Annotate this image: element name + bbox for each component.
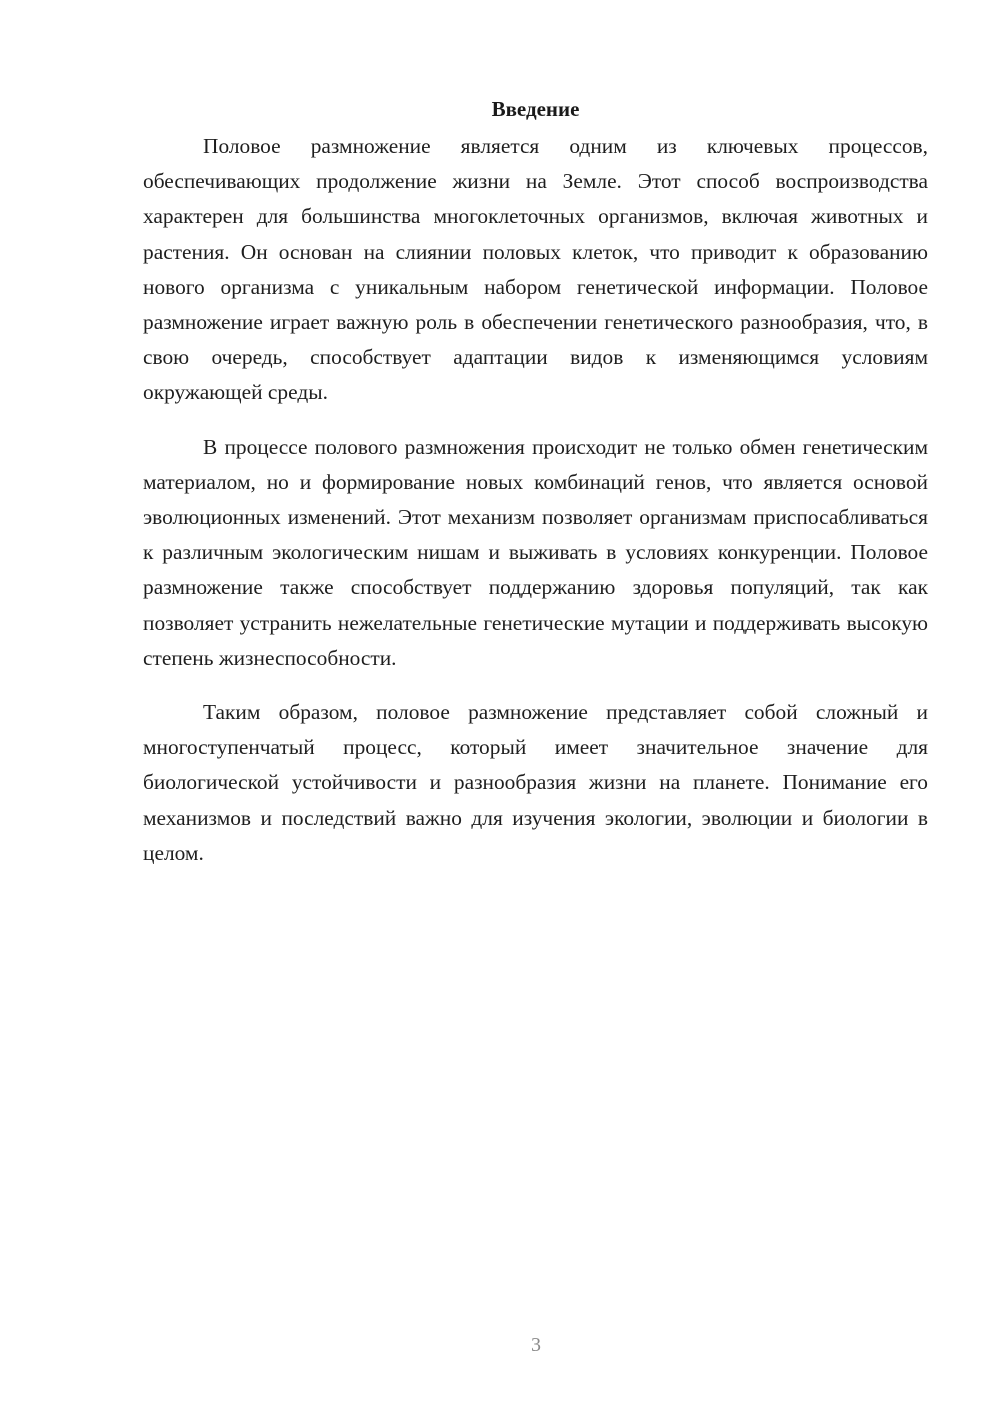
document-body bbox=[143, 92, 928, 890]
page-number: 3 bbox=[531, 1334, 541, 1356]
section-title: Введение bbox=[491, 97, 580, 121]
paragraph-3: Таким образом, половое размножение представляет собой сложный и многоступенчатый процесс, который имеет значительное значение для биологической устойчивости и разнообразия жизни на планете. Понимание его механизмов и последствий важно для изучения экологии, эволюции и биологии в целом. bbox=[143, 700, 928, 865]
paragraph-2: В процессе полового размножения происходит не только обмен генетическим материалом, но и формирование новых комбинаций генов, что является основой эволюционных изменений. Этот механизм позволяет организмам приспосабливаться к различным экологическим нишам и выживать в условиях конкуренции. Половое размножение также способствует поддержанию здоровья популяций, так как позволяет устранить нежелательные генетические мутации и поддерживать высокую степень жизнеспособности. bbox=[143, 434, 928, 670]
paragraph-1: Половое размножение является одним из ключевых процессов, обеспечивающих продолжение жизни на Земле. Этот способ воспроизводства характерен для большинства многоклеточных организмов, включая животных и растения. Он основан на слиянии половых клеток, что приводит к образованию нового организма с уникальным набором генетической информации. Половое размножение играет важную роль в обеспечении генетического разнообразия, что, в свою очередь, способствует адаптации видов к изменяющимся условиям окружающей среды. bbox=[143, 134, 928, 405]
